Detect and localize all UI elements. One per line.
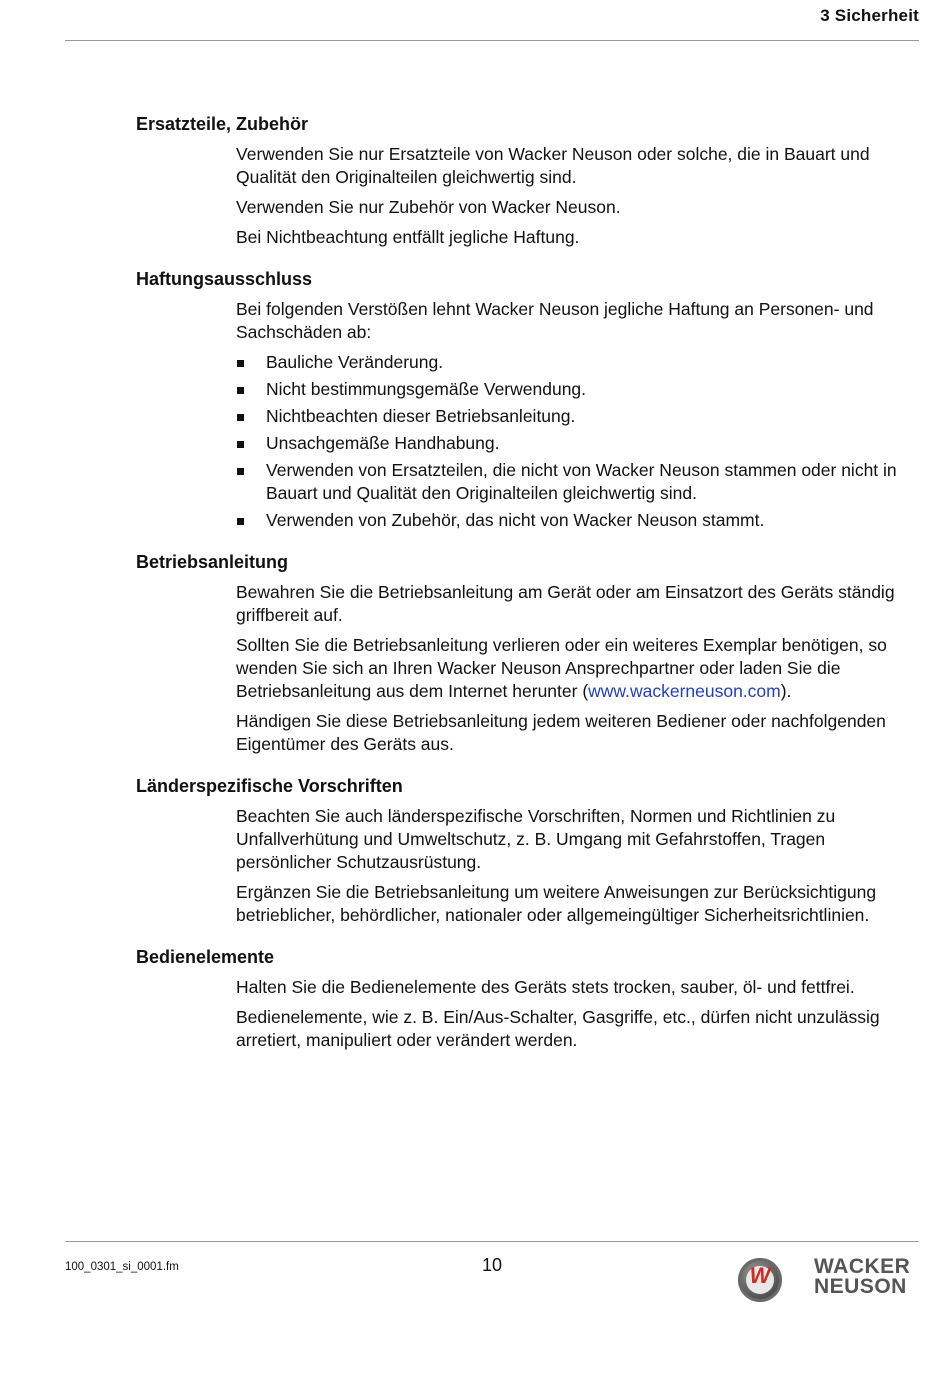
- bullet-item: [236, 509, 920, 532]
- section-heading: Betriebsanleitung: [136, 552, 289, 572]
- bullet-item: [236, 351, 920, 374]
- square-bullet-icon: [237, 360, 244, 367]
- bullet-item: [236, 405, 920, 428]
- square-bullet-icon: [237, 441, 244, 448]
- paragraph: Beachten Sie auch länderspezifische Vorschriften, Normen und Richtlinien zu Unfallverhütung und Umweltschutz, z. B. Umgang mit Gefahrstoffen, Tragen persönlicher Schutzausrüstung.: [236, 806, 836, 872]
- bullet-item: [236, 378, 920, 401]
- bullet-text: Verwenden von Ersatzteilen, die nicht von Wacker Neuson stammen oder nicht in Bauart und Qualität den Originalteilen gleichwertig sind.: [266, 460, 897, 503]
- square-bullet-icon: [237, 387, 244, 394]
- wacker-neuson-w-logo-icon: [738, 1258, 782, 1302]
- section-heading: Haftungsausschluss: [136, 269, 313, 289]
- paragraph: Ergänzen Sie die Betriebsanleitung um weitere Anweisungen zur Berücksichtigung betrieblicher, behördlicher, nationaler oder allgemeingültiger Sicherheitsrichtlinien.: [236, 882, 877, 925]
- footer-divider: [65, 1241, 919, 1242]
- square-bullet-icon: [237, 468, 244, 475]
- bullet-item: [236, 459, 920, 505]
- section-heading: Ersatzteile, Zubehör: [136, 114, 309, 134]
- section-body: [236, 143, 920, 249]
- section-bedienelemente: [136, 945, 920, 1052]
- section-body: [236, 805, 920, 927]
- bullet-list: [236, 351, 920, 532]
- page-content: [136, 112, 920, 1070]
- paragraph: Halten Sie die Bedienelemente des Geräts stets trocken, sauber, öl- und fettfrei.: [236, 977, 855, 997]
- paragraph: Verwenden Sie nur Ersatzteile von Wacker Neuson oder solche, die in Bauart und Qualität den Originalteilen gleichwertig sind.: [236, 144, 870, 187]
- section-body: [236, 976, 920, 1052]
- paragraph: Verwenden Sie nur Zubehör von Wacker Neuson.: [236, 197, 621, 217]
- section-header-title: 3 Sicherheit: [820, 6, 919, 25]
- section-ersatzteile: [136, 112, 920, 249]
- bullet-text: Nicht bestimmungsgemäße Verwendung.: [266, 379, 587, 399]
- logo-wordmark: [814, 1257, 922, 1297]
- header-divider: [65, 40, 919, 41]
- bullet-text: Verwenden von Zubehör, das nicht von Wacker Neuson stammt.: [266, 510, 765, 530]
- section-body: [236, 581, 920, 756]
- section-betriebsanleitung: [136, 550, 920, 756]
- section-body: [236, 298, 920, 532]
- section-heading: Länderspezifische Vorschriften: [136, 776, 403, 796]
- section-laenderspezifische-vorschriften: [136, 774, 920, 927]
- logo-line-2: NEUSON: [814, 1275, 907, 1298]
- paragraph: Bewahren Sie die Betriebsanleitung am Gerät oder am Einsatzort des Geräts ständig griffbereit auf.: [236, 582, 895, 625]
- paragraph: Händigen Sie diese Betriebsanleitung jedem weiteren Bediener oder nachfolgenden Eigentümer des Geräts aus.: [236, 711, 886, 754]
- square-bullet-icon: [237, 414, 244, 421]
- square-bullet-icon: [237, 518, 244, 525]
- paragraph-text: ).: [780, 681, 792, 701]
- wacker-neuson-logo: [738, 1257, 922, 1303]
- paragraph: Bei Nichtbeachtung entfällt jegliche Haftung.: [236, 227, 580, 247]
- paragraph: Bei folgenden Verstößen lehnt Wacker Neuson jegliche Haftung an Personen- und Sachschäden ab:: [236, 299, 874, 342]
- website-link[interactable]: www.wackerneuson.com: [588, 681, 781, 701]
- bullet-text: Nichtbeachten dieser Betriebsanleitung.: [266, 406, 576, 426]
- page-number: 10: [482, 1255, 503, 1275]
- paragraph-text: Sollten Sie die Betriebsanleitung verlieren oder ein weiteres Exemplar benötigen, so wenden Sie sich an Ihren Wacker Neuson Ansprechpartner oder laden Sie die Betriebsanleitung aus dem Internet herunter (: [236, 635, 887, 701]
- bullet-text: Bauliche Veränderung.: [266, 352, 444, 372]
- section-heading: Bedienelemente: [136, 947, 275, 967]
- logo-line-1: WACKER: [814, 1255, 911, 1278]
- bullet-item: [236, 432, 920, 455]
- section-haftungsausschluss: [136, 267, 920, 532]
- footer-filename: 100_0301_si_0001.fm: [65, 1261, 179, 1273]
- bullet-text: Unsachgemäße Handhabung.: [266, 433, 500, 453]
- paragraph: Bedienelemente, wie z. B. Ein/Aus-Schalter, Gasgriffe, etc., dürfen nicht unzulässig arretiert, manipuliert oder verändert werden.: [236, 1007, 880, 1050]
- logo-letter: W: [749, 1263, 771, 1288]
- paragraph-with-link: [236, 634, 920, 703]
